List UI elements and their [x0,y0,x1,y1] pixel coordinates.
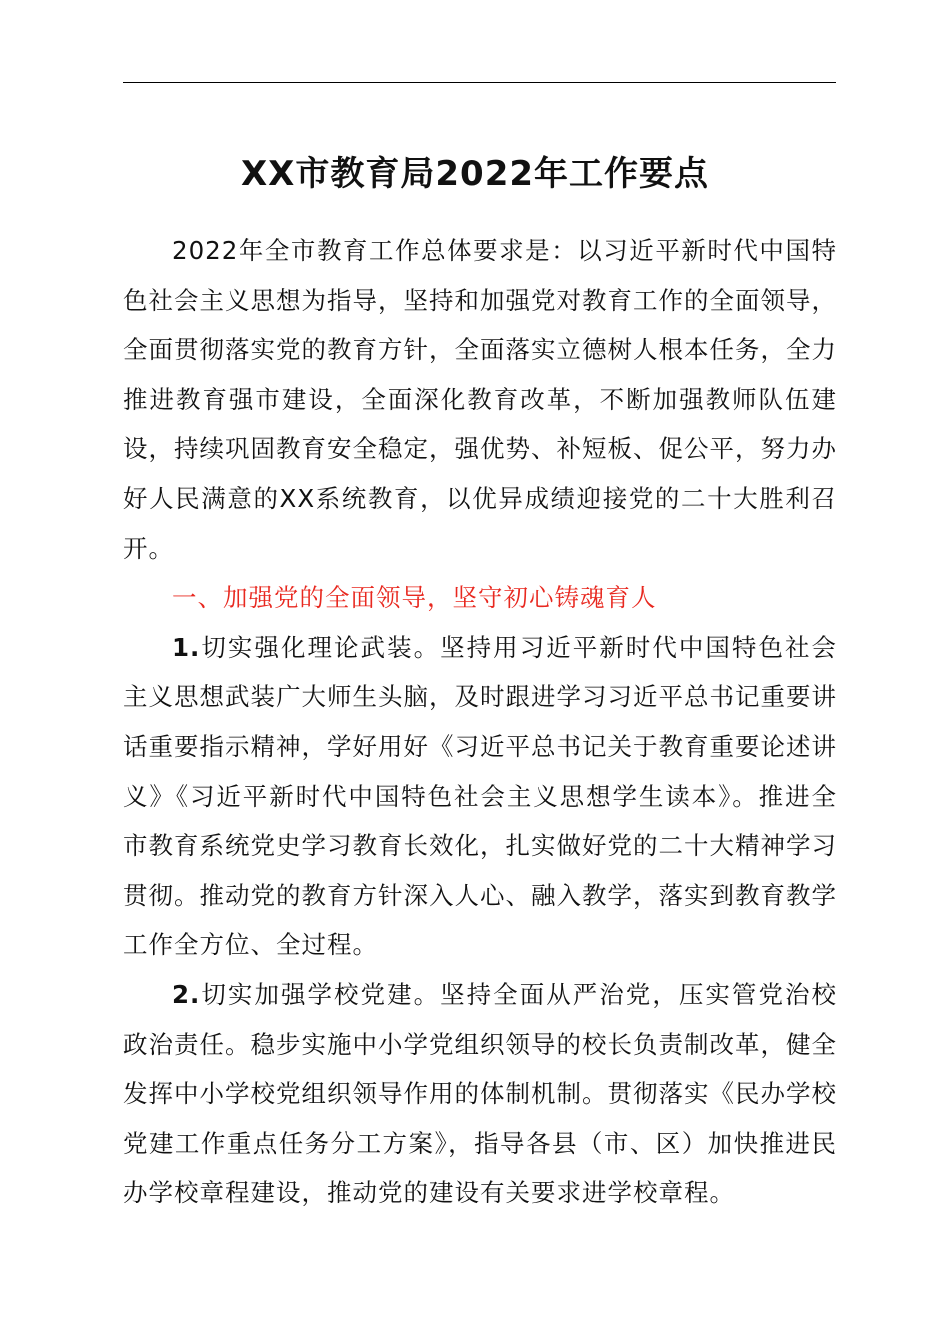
header-rule [123,82,836,83]
item-number: 2. [172,979,201,1009]
document-body [123,226,837,1218]
item-text: 切实强化理论武装。坚持用习近平新时代中国特色社会主义思想武装广大师生头脑，及时跟进学习习近平总书记重要讲话重要指示精神，学好用好《习近平总书记关于教育重要论述讲义》《习近平新时代中国特色社会主义思想学生读本》。推进全市教育系统党史学习教育长效化，扎实做好党的二十大精神学习贯彻。推动党的教育方针深入人心、融入教学，落实到教育教学工作全方位、全过程。 [123,632,837,960]
item-text: 切实加强学校党建。坚持全面从严治党，压实管党治校政治责任。稳步实施中小学党组织领导的校长负责制改革，健全发挥中小学校党组织领导作用的体制机制。贯彻落实《民办学校党建工作重点任务分工方案》，指导各县（市、区）加快推进民办学校章程建设，推动党的建设有关要求进学校章程。 [123,979,837,1208]
section-heading-1: 一、加强党的全面领导，坚守初心铸魂育人 [172,583,657,613]
document-title: XX市教育局2022年工作要点 [240,154,710,194]
item-paragraph-2 [123,970,837,1218]
intro-paragraph: 2022年全市教育工作总体要求是：以习近平新时代中国特色社会主义思想为指导，坚持和加强党对教育工作的全面领导，全面贯彻落实党的教育方针，全面落实立德树人根本任务，全力推进教育强市建设，全面深化教育改革，不断加强教师队伍建设，持续巩固教育安全稳定，强优势、补短板、促公平，努力办好人民满意的XX系统教育，以优异成绩迎接党的二十大胜利召开。 [123,236,837,563]
item-number: 1. [172,632,201,662]
item-paragraph-1 [123,623,837,970]
